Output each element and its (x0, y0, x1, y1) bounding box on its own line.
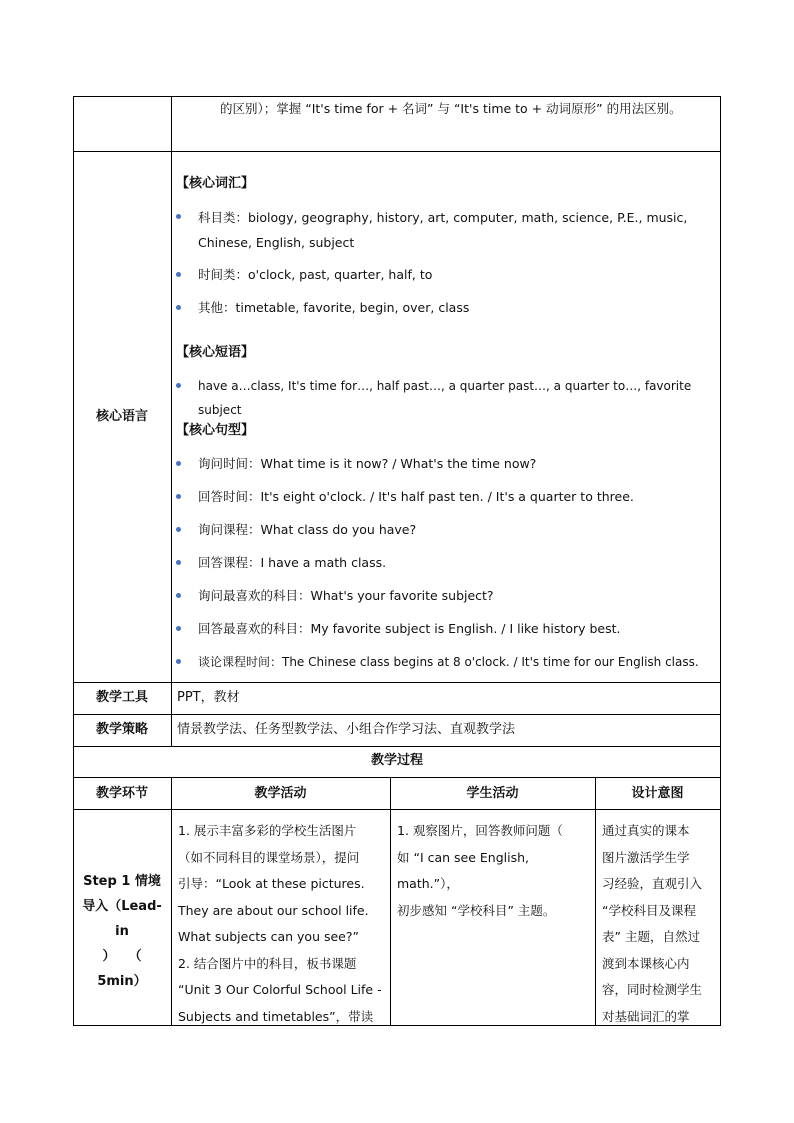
row-line-2 (73, 682, 721, 683)
step1-student-activity (397, 818, 593, 924)
tools-value: PPT，教材 (177, 690, 240, 705)
step1-design-intent (602, 818, 718, 1030)
teacher-activity-line: What subjects can you see?” (178, 929, 359, 944)
tools-label: 教学工具 (95, 690, 148, 705)
design-intent-line: 习经验，直观引入 (602, 876, 703, 891)
vocab-item-text: 其他：timetable, favorite, begin, over, class (198, 300, 470, 315)
sentence-item-text: 回答课程：I have a math class. (198, 555, 387, 570)
process-col-divider-2 (390, 777, 391, 1026)
sentence-item-text: 询问时间：What time is it now? / What's the time now? (198, 456, 537, 471)
design-intent-line: 渡到本课核心内 (602, 955, 690, 971)
bullet-icon (176, 626, 181, 631)
design-intent-line: 通过真实的课本 (602, 823, 690, 838)
teacher-activity-line: 2. 结合图片中的科目，板书课题 (178, 955, 357, 971)
design-intent-line: “学校科目及课程 (602, 902, 696, 918)
step1-stage-line: 导入（Lead-in (82, 899, 162, 939)
vocab-item-text: 时间类：o'clock, past, quarter, half, to (198, 267, 433, 282)
bullet-icon (176, 659, 181, 664)
header-student-activity: 学生活动 (466, 786, 519, 801)
sentence-item-text: 回答最喜欢的科目：My favorite subject is English. / I like history best. (198, 621, 621, 636)
sentence-item-text: 谈论课程时间：The Chinese class begins at 8 o'clock. / It's time for our English class. (198, 655, 699, 669)
row-line-3 (73, 714, 721, 715)
strategy-value: 情景教学法、任务型教学法、小组合作学习法、直观教学法 (177, 722, 516, 737)
row-line-top (73, 96, 721, 97)
teacher-activity-line: Subjects and timetables”，带读 (178, 1008, 374, 1024)
design-intent-line: 容，同时检测学生 (602, 982, 703, 997)
header-design-intent: 设计意图 (631, 786, 684, 801)
step1-stage (76, 869, 168, 994)
sentence-heading: 【核心句型】 (176, 423, 255, 438)
student-activity-line: 1. 观察图片，回答教师问题（ (397, 823, 563, 838)
vocab-item-text: 科目类：biology, geography, history, art, computer, math, science, P.E., music, Chinese, English, subject (198, 210, 688, 250)
sentence-item-text: 询问课程：What class do you have? (198, 522, 417, 537)
row-line-1 (73, 151, 721, 152)
objective-continuation: 的区别）；掌握 “It's time for + 名词” 与 “It's time to + 动词原形” 的用法区别。 (220, 101, 682, 116)
design-intent-line: 对基础词汇的掌 (602, 1008, 690, 1024)
bullet-icon (176, 560, 181, 565)
teacher-activity-line: They are about our school life. (178, 902, 369, 918)
step1-stage-line: Step 1 情境 (83, 874, 161, 889)
teacher-activity-line: “Unit 3 Our Colorful School Life - (178, 982, 382, 997)
table-right-border (720, 96, 721, 1026)
phrase-heading: 【核心短语】 (176, 345, 255, 360)
teacher-activity-line: （如不同科目的课堂场景），提问 (178, 849, 360, 865)
student-activity-line: 初步感知 “学校科目” 主题。 (397, 902, 556, 918)
bullet-icon (176, 214, 181, 219)
header-stage: 教学环节 (95, 786, 148, 801)
step1-stage-line: 5min） (97, 974, 147, 989)
design-intent-line: 表” 主题，自然过 (602, 929, 700, 944)
phrase-item-text: have a…class, It's time for…, half past…, a quarter past…, a quarter to…, favorite subject (198, 379, 692, 417)
student-activity-line: 如 “I can see English, math.”）， (397, 849, 530, 891)
bullet-icon (176, 305, 181, 310)
step1-teacher-activity (178, 818, 388, 1030)
table-left-border (73, 96, 74, 1026)
header-teacher-activity: 教学活动 (254, 786, 307, 801)
row-line-4 (73, 746, 721, 747)
bullet-icon (176, 272, 181, 277)
bullet-icon (176, 494, 181, 499)
process-col-divider-3 (595, 777, 596, 1026)
label-column-divider (171, 96, 172, 746)
step1-stage-line: ） （ (102, 949, 142, 964)
teacher-activity-line: 1. 展示丰富多彩的学校生活图片 (178, 823, 357, 838)
vocab-heading: 【核心词汇】 (176, 176, 255, 191)
strategy-label: 教学策略 (95, 722, 148, 737)
core-language-label: 核心语言 (95, 409, 148, 424)
bullet-icon (176, 527, 181, 532)
sentence-item-text: 询问最喜欢的科目：What's your favorite subject? (198, 588, 494, 603)
teacher-activity-line: 引导：“Look at these pictures. (178, 876, 365, 891)
design-intent-line: 图片激活学生学 (602, 849, 690, 865)
process-col-divider-1 (171, 777, 172, 1026)
bullet-icon (176, 383, 181, 388)
bullet-icon (176, 461, 181, 466)
bullet-icon (176, 593, 181, 598)
sentence-item-text: 回答时间：It's eight o'clock. / It's half past ten. / It's a quarter to three. (198, 489, 634, 504)
process-title: 教学过程 (370, 753, 423, 768)
